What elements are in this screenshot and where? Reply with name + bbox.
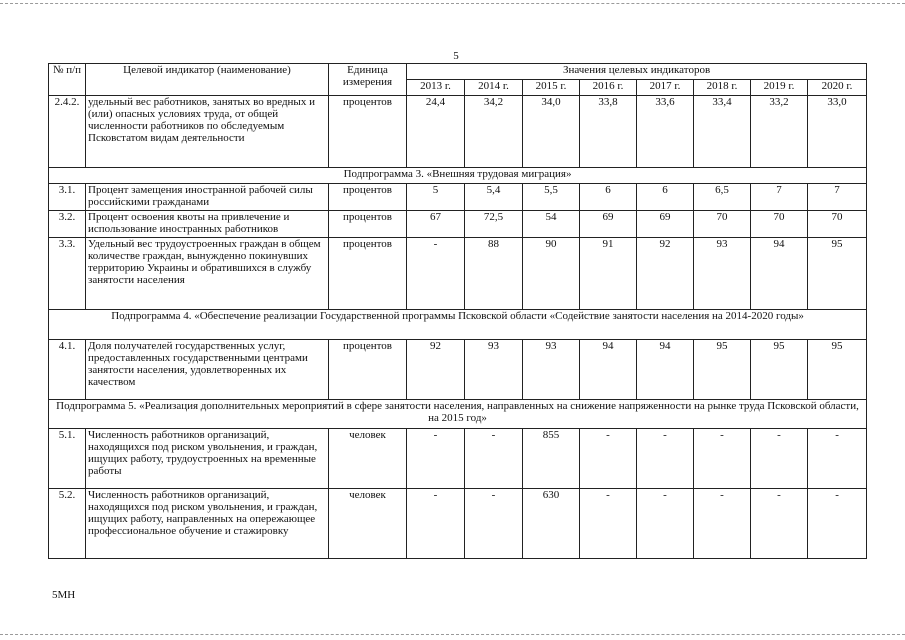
value-cell: -	[751, 489, 808, 559]
value-cell: 88	[465, 238, 523, 310]
indicator-name: Процент замещения иностранной рабочей силы российскими гражданами	[86, 184, 329, 211]
table-row	[49, 184, 867, 211]
row-number: 5.2.	[49, 489, 86, 559]
value-cell: -	[465, 429, 523, 489]
unit-cell: процентов	[329, 211, 407, 238]
value-cell: 33,8	[580, 96, 637, 168]
indicator-name: удельный вес работников, занятых во вредных и (или) опасных условиях труда, от общей численности работников по обследуемым Псковстатом видам деятельности	[86, 96, 329, 168]
header-name: Целевой индикатор (наименование)	[86, 64, 329, 96]
value-cell: 630	[523, 489, 580, 559]
subprogram-row	[49, 310, 867, 340]
value-cell: -	[465, 489, 523, 559]
scan-edge-top	[0, 3, 905, 4]
value-cell: 5	[407, 184, 465, 211]
table-header	[49, 64, 867, 96]
header-year: 2016 г.	[580, 80, 637, 96]
header-year: 2014 г.	[465, 80, 523, 96]
value-cell: -	[694, 489, 751, 559]
value-cell: 6,5	[694, 184, 751, 211]
indicator-table	[48, 63, 867, 559]
value-cell: 92	[407, 340, 465, 400]
value-cell: 90	[523, 238, 580, 310]
subprogram-title: Подпрограмма 5. «Реализация дополнительных мероприятий в сфере занятости населения, направленных на снижение напряженности на рынке труда Псковской области, на 2015 год»	[49, 400, 867, 429]
value-cell: 24,4	[407, 96, 465, 168]
value-cell: 93	[694, 238, 751, 310]
row-number: 3.1.	[49, 184, 86, 211]
header-year: 2013 г.	[407, 80, 465, 96]
value-cell: 95	[751, 340, 808, 400]
value-cell: 93	[465, 340, 523, 400]
subprogram-title: Подпрограмма 4. «Обеспечение реализации Государственной программы Псковской области «Содействие занятости населения на 2014-2020 годы»	[49, 310, 867, 340]
indicator-name: Удельный вес трудоустроенных граждан в общем количестве граждан, вынужденно покинувших территорию Украины и обратившихся в службу занятости населения	[86, 238, 329, 310]
subprogram-row	[49, 400, 867, 429]
unit-cell: человек	[329, 429, 407, 489]
value-cell: 70	[694, 211, 751, 238]
value-cell: -	[637, 489, 694, 559]
header-year: 2015 г.	[523, 80, 580, 96]
header-year: 2020 г.	[808, 80, 867, 96]
value-cell: 6	[580, 184, 637, 211]
value-cell: -	[407, 238, 465, 310]
value-cell: -	[751, 429, 808, 489]
value-cell: -	[637, 429, 694, 489]
header-num: № п/п	[49, 64, 86, 96]
table-body	[49, 96, 867, 559]
value-cell: 91	[580, 238, 637, 310]
unit-cell: процентов	[329, 96, 407, 168]
unit-cell: процентов	[329, 340, 407, 400]
row-number: 4.1.	[49, 340, 86, 400]
table-row	[49, 489, 867, 559]
header-year: 2017 г.	[637, 80, 694, 96]
unit-cell: процентов	[329, 184, 407, 211]
table-row	[49, 96, 867, 168]
value-cell: 70	[751, 211, 808, 238]
value-cell: 93	[523, 340, 580, 400]
value-cell: 7	[808, 184, 867, 211]
footer-code: 5МН	[52, 589, 76, 601]
value-cell: 72,5	[465, 211, 523, 238]
value-cell: -	[407, 489, 465, 559]
header-values: Значения целевых индикаторов	[407, 64, 867, 80]
value-cell: 94	[751, 238, 808, 310]
value-cell: 92	[637, 238, 694, 310]
value-cell: -	[694, 429, 751, 489]
row-number: 3.3.	[49, 238, 86, 310]
table-row	[49, 340, 867, 400]
value-cell: 33,2	[751, 96, 808, 168]
value-cell: 54	[523, 211, 580, 238]
value-cell: 95	[694, 340, 751, 400]
value-cell: 95	[808, 340, 867, 400]
indicator-name: Численность работников организаций, находящихся под риском увольнения, и граждан, ищущих работу, трудоустроенных на временные работы	[86, 429, 329, 489]
value-cell: 69	[637, 211, 694, 238]
subprogram-row	[49, 168, 867, 184]
value-cell: 69	[580, 211, 637, 238]
header-unit: Единица измерения	[329, 64, 407, 96]
value-cell: 5,4	[465, 184, 523, 211]
value-cell: 7	[751, 184, 808, 211]
row-number: 3.2.	[49, 211, 86, 238]
indicator-name: Доля получателей государственных услуг, предоставленных государственными центрами занятости населения, удовлетворенных их качеством	[86, 340, 329, 400]
scan-edge-bottom	[0, 634, 905, 635]
value-cell: 94	[580, 340, 637, 400]
row-number: 5.1.	[49, 429, 86, 489]
page-number: 5	[453, 50, 459, 62]
subprogram-title: Подпрограмма 3. «Внешняя трудовая миграция»	[49, 168, 867, 184]
value-cell: 33,0	[808, 96, 867, 168]
row-number: 2.4.2.	[49, 96, 86, 168]
table-row	[49, 238, 867, 310]
value-cell: 34,0	[523, 96, 580, 168]
value-cell: -	[580, 489, 637, 559]
unit-cell: процентов	[329, 238, 407, 310]
value-cell: 6	[637, 184, 694, 211]
value-cell: 855	[523, 429, 580, 489]
value-cell: -	[407, 429, 465, 489]
unit-cell: человек	[329, 489, 407, 559]
header-year: 2018 г.	[694, 80, 751, 96]
header-year: 2019 г.	[751, 80, 808, 96]
indicator-name: Процент освоения квоты на привлечение и использование иностранных работников	[86, 211, 329, 238]
value-cell: -	[808, 489, 867, 559]
value-cell: 34,2	[465, 96, 523, 168]
table-row	[49, 211, 867, 238]
value-cell: 5,5	[523, 184, 580, 211]
value-cell: -	[580, 429, 637, 489]
value-cell: 33,4	[694, 96, 751, 168]
value-cell: 95	[808, 238, 867, 310]
value-cell: 33,6	[637, 96, 694, 168]
value-cell: 67	[407, 211, 465, 238]
value-cell: -	[808, 429, 867, 489]
value-cell: 70	[808, 211, 867, 238]
table-row	[49, 429, 867, 489]
indicator-name: Численность работников организаций, находящихся под риском увольнения, и граждан, ищущих работу, направленных на опережающее профессиональное обучение и стажировку	[86, 489, 329, 559]
value-cell: 94	[637, 340, 694, 400]
